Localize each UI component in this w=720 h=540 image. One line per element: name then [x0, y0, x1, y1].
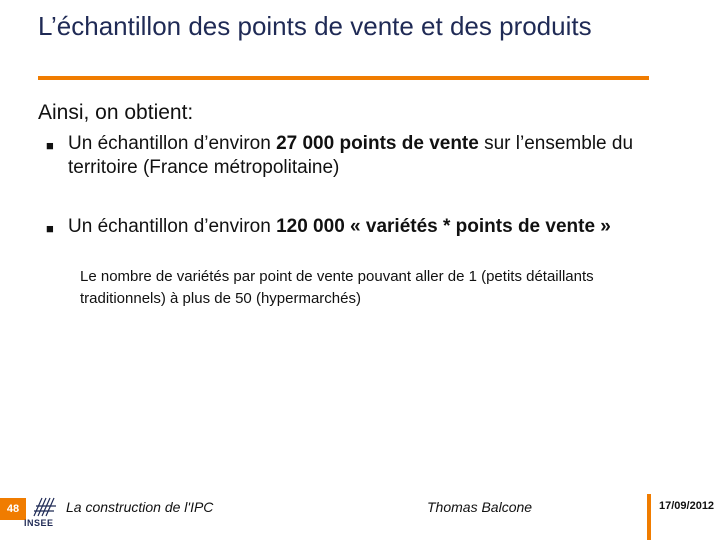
bullet-1-after: sur l’ensemble du territoire (France métropolitaine)	[68, 133, 634, 178]
bullet-item-1	[46, 132, 646, 180]
square-bullet-icon: ■	[46, 138, 54, 153]
bullet-2-before: Un échantillon d’environ	[68, 216, 277, 237]
bullet-item-2	[46, 215, 646, 239]
square-bullet-icon: ■	[46, 221, 54, 236]
footer-separator	[647, 494, 651, 540]
footer-presentation-title: La construction de l'IPC	[66, 499, 214, 515]
bullet-text-1	[68, 132, 646, 180]
bullet-1-bold: 27 000 points de vente	[276, 133, 479, 154]
insee-logo-icon	[28, 494, 60, 534]
logo-text: INSEE	[24, 518, 54, 528]
bullet-text-2	[68, 215, 646, 239]
page-number: 48	[0, 498, 26, 520]
footer-author: Thomas Balcone	[427, 499, 533, 515]
slide-title: L’échantillon des points de vente et des produits	[38, 11, 592, 41]
bullet-1-before: Un échantillon d’environ	[68, 133, 277, 154]
intro-text: Ainsi, on obtient:	[38, 101, 194, 124]
bullet-2-bold: 120 000 « variétés * points de vente »	[276, 216, 611, 237]
title-underline	[38, 76, 649, 80]
sub-note: Le nombre de variétés par point de vente pouvant aller de 1 (petits détaillants traditionnels) à plus de 50 (hypermarchés)	[80, 268, 594, 307]
footer-date: 17/09/2012	[659, 500, 715, 512]
